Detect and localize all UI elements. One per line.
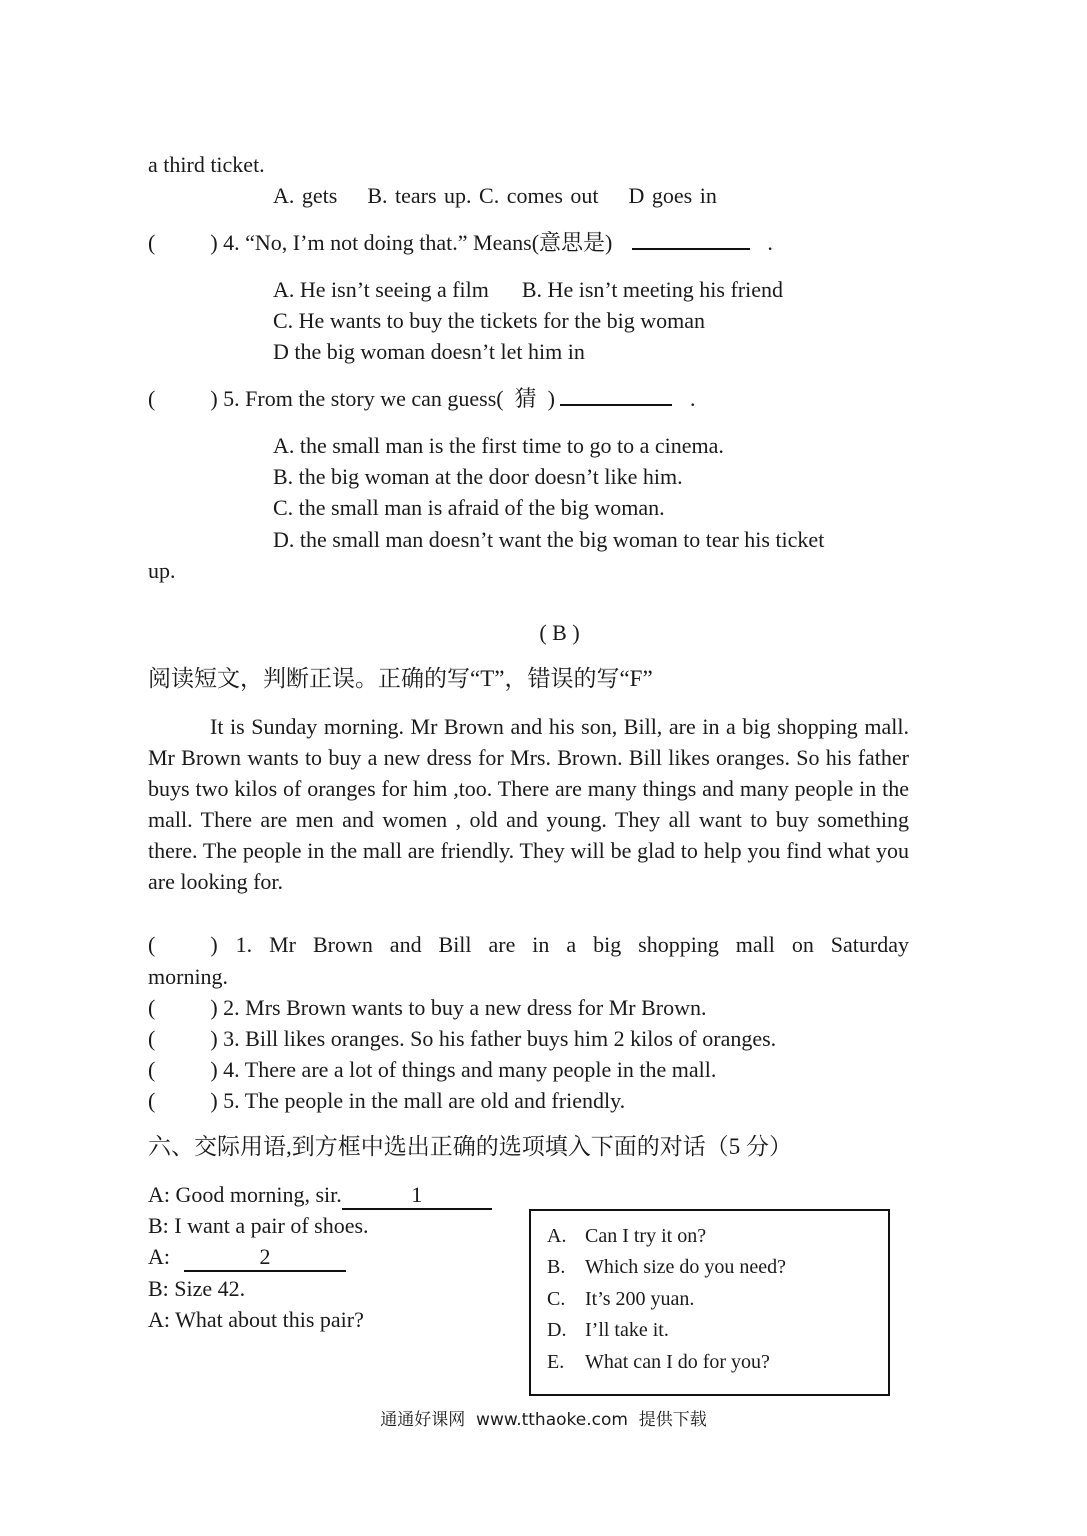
statement-1-wrap: morning.	[148, 964, 229, 989]
answer-blank[interactable]	[632, 228, 750, 250]
choice-text: What can I do for you?	[585, 1351, 770, 1373]
choice-d	[547, 1316, 669, 1344]
section-b-heading: ( B )	[539, 620, 580, 645]
answer-blank[interactable]	[560, 384, 672, 406]
answer-paren[interactable]: ( )	[148, 932, 218, 957]
section-b-instruction: 阅读短文，判断正误。正确的写“T”，错误的写“F”	[148, 666, 653, 691]
choice-text: It’s 200 yuan.	[585, 1288, 695, 1310]
answer-paren[interactable]: ( )	[148, 1088, 218, 1113]
dialogue-line-1	[148, 1180, 492, 1210]
section-6-title: 六、交际用语,到方框中选出正确的选项填入下面的对话（5 分）	[148, 1134, 792, 1159]
reading-passage: It is Sunday morning. Mr Brown and his son, Bill, are in a big shopping mall. Mr Brown wants to buy a new dress for Mrs. Brown. Bill likes oranges. So his father buys two kilos of oranges for him ,too. There are many things and many people in the mall. There are men and women , old and young. They all want to buy something there. The people in the mall are friendly. They will be glad to help you find what you are looking for.	[148, 714, 909, 894]
question-end: .	[767, 230, 773, 255]
q5-option-a: A. the small man is the first time to go to a cinema.	[273, 433, 724, 458]
dialogue-line-3	[148, 1242, 346, 1272]
statement-1	[148, 930, 909, 960]
statement-3	[148, 1024, 776, 1054]
statement-text: 5. The people in the mall are old and friendly.	[223, 1088, 626, 1113]
choice-text: Can I try it on?	[585, 1225, 707, 1247]
dialogue-text: A:	[148, 1244, 170, 1269]
q4-option-c: C. He wants to buy the tickets for the big woman	[273, 308, 705, 333]
q5-option-c: C. the small man is afraid of the big woman.	[273, 495, 665, 520]
question-end: .	[689, 386, 696, 411]
dialogue-line-4: B: Size 42.	[148, 1276, 246, 1301]
dialogue-line-5: A: What about this pair?	[148, 1307, 364, 1332]
choice-box	[529, 1209, 890, 1396]
choice-text: Which size do you need?	[585, 1256, 787, 1278]
q4-option-ab: A. He isn’t seeing a film B. He isn’t meeting his friend	[273, 277, 783, 302]
dialogue-blank-2[interactable]: 2	[184, 1244, 346, 1272]
dialogue-text: A: Good morning, sir.	[148, 1182, 342, 1207]
question-stem: 4. “No, I’m not doing that.” Means(意思是)	[223, 230, 613, 255]
question-4	[148, 228, 773, 258]
statement-4	[148, 1055, 716, 1085]
choice-letter: E.	[547, 1351, 565, 1373]
answer-paren[interactable]: ( )	[148, 1057, 218, 1082]
statement-text: 2. Mrs Brown wants to buy a new dress for Mr Brown.	[223, 995, 707, 1020]
statement-text: 3. Bill likes oranges. So his father buys him 2 kilos of oranges.	[223, 1026, 777, 1051]
choice-letter: B.	[547, 1256, 566, 1278]
question-5	[148, 384, 695, 414]
statement-text: 4. There are a lot of things and many people in the mall.	[223, 1057, 717, 1082]
q5-option-d-wrap: up.	[148, 558, 176, 583]
page-footer: 通通好课网 www.tthaoke.com 提供下载	[380, 1410, 707, 1430]
choice-c	[547, 1285, 694, 1313]
choice-letter: C.	[547, 1288, 566, 1310]
choice-letter: D.	[547, 1319, 567, 1341]
q5-option-d: D. the small man doesn’t want the big woman to tear his ticket	[273, 527, 825, 552]
answer-paren[interactable]: ( )	[148, 386, 218, 411]
choice-text: I’ll take it.	[585, 1319, 669, 1341]
statement-5	[148, 1086, 625, 1116]
dialogue-line-2: B: I want a pair of shoes.	[148, 1213, 369, 1238]
q3-options: A. gets B. tears up. C. comes out D goes in	[273, 183, 717, 208]
answer-paren[interactable]: ( )	[148, 995, 218, 1020]
choice-a	[547, 1222, 706, 1250]
statement-2	[148, 993, 707, 1023]
q4-option-d: D the big woman doesn’t let him in	[273, 339, 585, 364]
choice-e	[547, 1348, 770, 1376]
q5-option-b: B. the big woman at the door doesn’t like him.	[273, 464, 683, 489]
question-stem: 5. From the story we can guess( 猜 )	[223, 386, 555, 411]
answer-paren[interactable]: ( )	[148, 1026, 218, 1051]
answer-paren[interactable]: ( )	[148, 230, 218, 255]
q3-continuation: a third ticket.	[148, 152, 265, 177]
statement-text: 1. Mr Brown and Bill are in a big shopping mall on Saturday	[235, 932, 909, 957]
choice-b	[547, 1253, 786, 1281]
dialogue-blank-1[interactable]: 1	[342, 1182, 492, 1210]
choice-letter: A.	[547, 1225, 567, 1247]
